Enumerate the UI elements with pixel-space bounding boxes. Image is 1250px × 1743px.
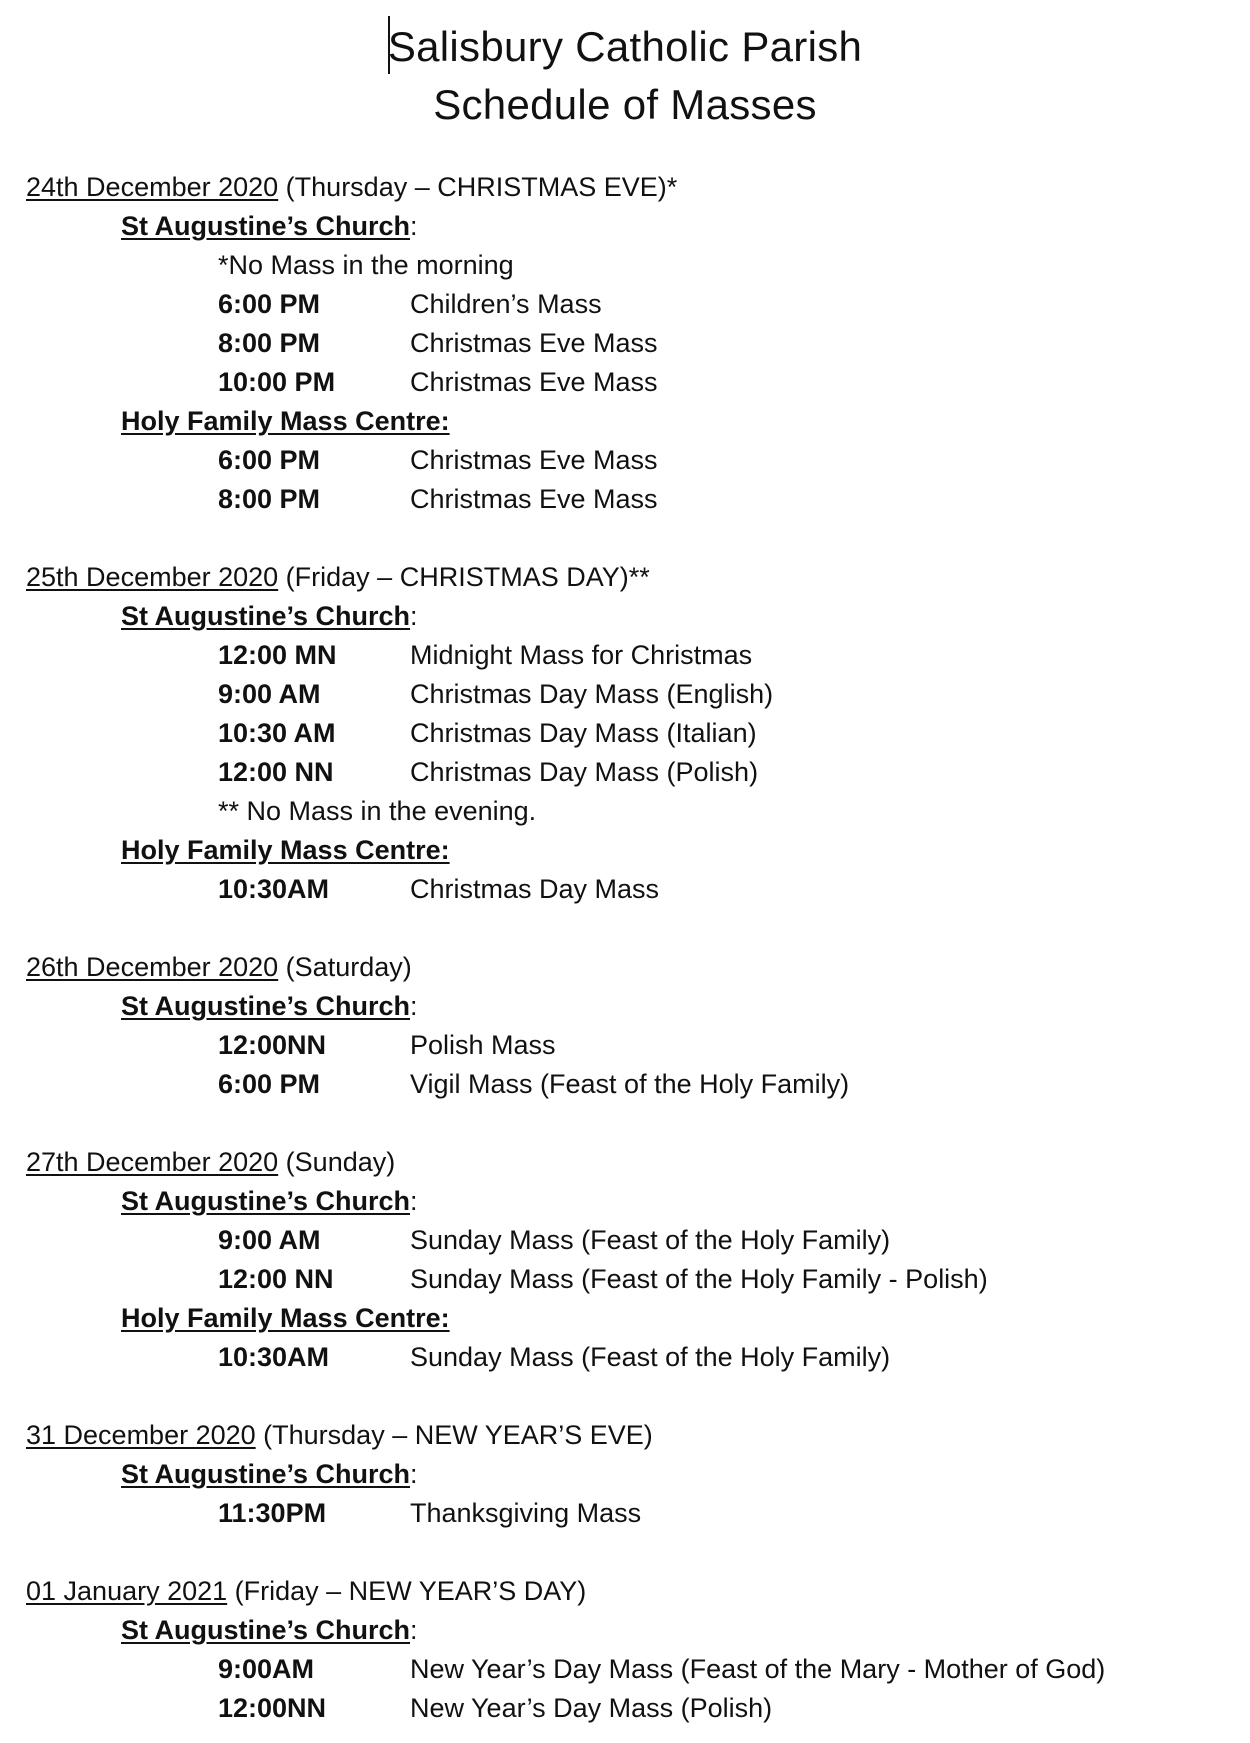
mass-description: Sunday Mass (Feast of the Holy Family) xyxy=(410,1225,891,1255)
mass-time: 8:00 PM xyxy=(218,328,321,358)
day-detail: (Friday – CHRISTMAS DAY)** xyxy=(278,562,650,592)
day-heading xyxy=(0,1143,1250,1182)
mass-time: 9:00AM xyxy=(218,1654,315,1684)
mass-description: Christmas Day Mass (Italian) xyxy=(410,718,757,748)
location-heading xyxy=(0,987,1250,1026)
location-name: St Augustine’s Church xyxy=(121,1459,411,1489)
mass-description: Thanksgiving Mass xyxy=(410,1498,642,1528)
day-heading xyxy=(0,558,1250,597)
location-name: Holy Family Mass Centre: xyxy=(121,835,450,865)
location-suffix: : xyxy=(410,1186,418,1216)
location-heading xyxy=(0,831,1250,870)
mass-entry xyxy=(0,1650,1250,1689)
mass-description: Polish Mass xyxy=(410,1030,556,1060)
location-name: St Augustine’s Church xyxy=(121,211,411,241)
mass-description: Children’s Mass xyxy=(410,289,602,319)
day-heading xyxy=(0,1572,1250,1611)
parish-title: Salisbury Catholic Parish xyxy=(387,23,863,70)
mass-description: Christmas Day Mass xyxy=(410,874,660,904)
mass-time: 12:00 NN xyxy=(218,1264,334,1294)
day-date: 01 January 2021 xyxy=(26,1576,228,1606)
location-name: St Augustine’s Church xyxy=(121,601,411,631)
mass-time: 6:00 PM xyxy=(218,445,321,475)
mass-description: New Year’s Day Mass (Polish) xyxy=(410,1693,773,1723)
day-date: 26th December 2020 xyxy=(26,952,279,982)
mass-time: 11:30PM xyxy=(218,1498,327,1528)
mass-description: Christmas Day Mass (English) xyxy=(410,679,774,709)
mass-time: 12:00 MN xyxy=(218,640,337,670)
location-name: St Augustine’s Church xyxy=(121,991,411,1021)
mass-entry xyxy=(0,1026,1250,1065)
mass-entry xyxy=(0,285,1250,324)
mass-entry xyxy=(0,324,1250,363)
mass-description: Christmas Day Mass (Polish) xyxy=(410,757,759,787)
location-name: Holy Family Mass Centre: xyxy=(121,1303,450,1333)
mass-time: 9:00 AM xyxy=(218,679,321,709)
location-name: St Augustine’s Church xyxy=(121,1615,411,1645)
mass-description: Christmas Eve Mass xyxy=(410,367,658,397)
location-suffix: : xyxy=(410,991,418,1021)
location-name: Holy Family Mass Centre: xyxy=(121,406,450,436)
location-heading xyxy=(0,597,1250,636)
location-name: St Augustine’s Church xyxy=(121,1186,411,1216)
mass-entry xyxy=(0,1494,1250,1533)
mass-time: 10:30AM xyxy=(218,1342,330,1372)
section-spacer xyxy=(0,1104,1250,1143)
mass-entry xyxy=(0,1689,1250,1728)
location-suffix: : xyxy=(410,1459,418,1489)
mass-description: Christmas Eve Mass xyxy=(410,484,658,514)
section-spacer xyxy=(0,1377,1250,1416)
mass-schedule xyxy=(0,168,1250,1728)
mass-entry xyxy=(0,714,1250,753)
day-detail: (Thursday – NEW YEAR’S EVE) xyxy=(255,1420,653,1450)
mass-time: 6:00 PM xyxy=(218,289,321,319)
schedule-note: ** No Mass in the evening. xyxy=(218,796,537,826)
mass-time: 12:00NN xyxy=(218,1030,327,1060)
mass-entry xyxy=(0,441,1250,480)
mass-entry xyxy=(0,753,1250,792)
day-date: 24th December 2020 xyxy=(26,172,279,202)
mass-entry xyxy=(0,363,1250,402)
location-heading xyxy=(0,207,1250,246)
location-heading xyxy=(0,1299,1250,1338)
day-detail: (Thursday – CHRISTMAS EVE)* xyxy=(278,172,678,202)
mass-time: 6:00 PM xyxy=(218,1069,321,1099)
mass-entry xyxy=(0,1065,1250,1104)
mass-entry xyxy=(0,480,1250,519)
section-spacer xyxy=(0,1533,1250,1572)
day-detail: (Friday – NEW YEAR’S DAY) xyxy=(227,1576,587,1606)
location-heading xyxy=(0,1611,1250,1650)
mass-time: 8:00 PM xyxy=(218,484,321,514)
mass-entry xyxy=(0,675,1250,714)
section-spacer xyxy=(0,909,1250,948)
location-suffix: : xyxy=(410,1615,418,1645)
mass-description: Christmas Eve Mass xyxy=(410,328,658,358)
section-spacer xyxy=(0,519,1250,558)
mass-description: Sunday Mass (Feast of the Holy Family) xyxy=(410,1342,891,1372)
mass-entry xyxy=(0,870,1250,909)
schedule-title: Schedule of Masses xyxy=(433,81,817,128)
mass-time: 10:30 AM xyxy=(218,718,336,748)
location-heading xyxy=(0,402,1250,441)
location-heading xyxy=(0,1182,1250,1221)
mass-time: 12:00 NN xyxy=(218,757,334,787)
day-detail: (Sunday) xyxy=(278,1147,396,1177)
mass-description: Christmas Eve Mass xyxy=(410,445,658,475)
day-detail: (Saturday) xyxy=(278,952,412,982)
day-date: 25th December 2020 xyxy=(26,562,279,592)
day-date: 27th December 2020 xyxy=(26,1147,279,1177)
mass-entry xyxy=(0,1260,1250,1299)
mass-entry xyxy=(0,636,1250,675)
schedule-note: *No Mass in the morning xyxy=(218,250,514,280)
mass-description: Vigil Mass (Feast of the Holy Family) xyxy=(410,1069,850,1099)
location-suffix: : xyxy=(410,601,418,631)
mass-entry xyxy=(0,1338,1250,1377)
day-date: 31 December 2020 xyxy=(26,1420,256,1450)
mass-description: New Year’s Day Mass (Feast of the Mary - Mother of God) xyxy=(410,1654,1106,1684)
location-suffix: : xyxy=(410,211,418,241)
mass-description: Midnight Mass for Christmas xyxy=(410,640,753,670)
day-heading xyxy=(0,168,1250,207)
day-heading xyxy=(0,948,1250,987)
mass-time: 12:00NN xyxy=(218,1693,327,1723)
mass-time: 9:00 AM xyxy=(218,1225,321,1255)
mass-time: 10:00 PM xyxy=(218,367,336,397)
mass-time: 10:30AM xyxy=(218,874,330,904)
mass-description: Sunday Mass (Feast of the Holy Family - Polish) xyxy=(410,1264,988,1294)
mass-entry xyxy=(0,1221,1250,1260)
location-heading xyxy=(0,1455,1250,1494)
day-heading xyxy=(0,1416,1250,1455)
